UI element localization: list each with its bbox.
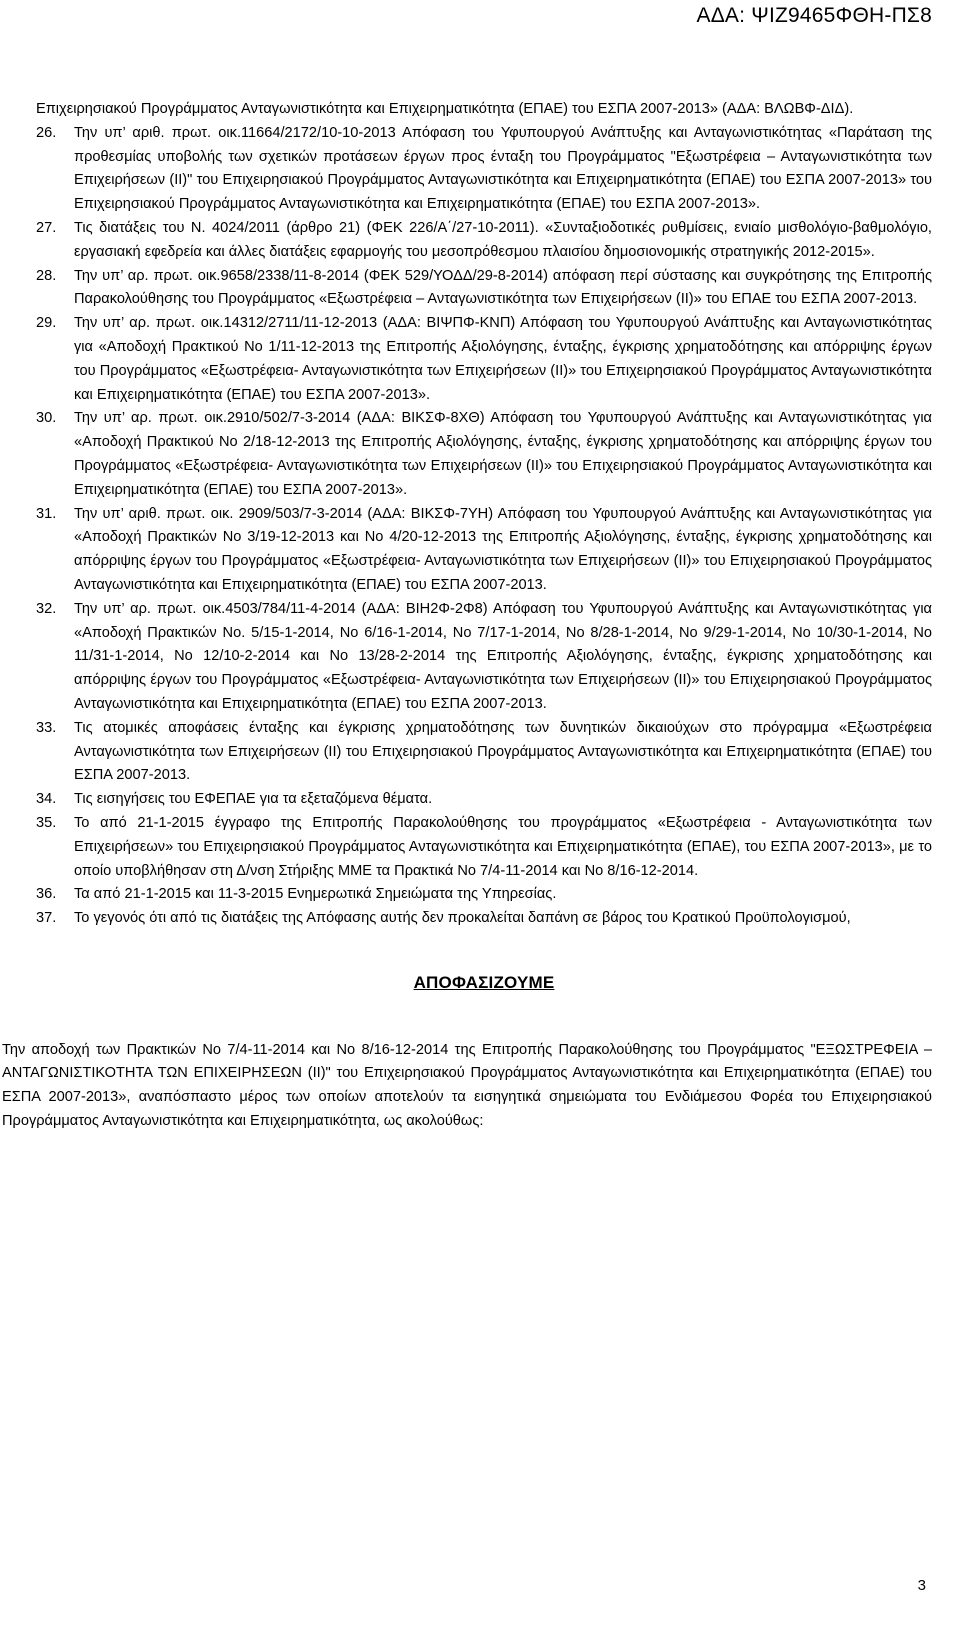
item-number: 27.: [36, 219, 57, 236]
item-number: 37.: [36, 910, 57, 927]
list-item: [36, 812, 932, 883]
list-item: [36, 883, 932, 907]
item-number: 35.: [36, 814, 57, 831]
list-item: [36, 312, 932, 407]
list-item: [36, 598, 932, 717]
list-item: [36, 788, 932, 812]
item-text: Το γεγονός ότι από τις διατάξεις της Απόφασης αυτής δεν προκαλείται δαπάνη σε βάρος του Κρατικού Προϋπολογισμού,: [74, 910, 851, 927]
decision-heading: ΑΠΟΦΑΣΙΖΟΥΜΕ: [413, 972, 555, 992]
item-number: 33.: [36, 719, 57, 736]
list-item: [36, 265, 932, 313]
list-item: [36, 907, 932, 931]
item-number: 32.: [36, 600, 57, 617]
item-text: Τις εισηγήσεις του ΕΦΕΠΑΕ για τα εξεταζόμενα θέματα.: [74, 791, 433, 808]
item-number: 36.: [36, 886, 57, 903]
item-number: 26.: [36, 124, 57, 141]
item-text: Την υπ’ αρ. πρωτ. οικ.2910/502/7-3-2014 (ΑΔΑ: ΒΙΚΣΦ-8ΧΘ) Απόφαση του Υφυπουργού Ανάπτυξης και Ανταγωνιστικότητας για «Αποδοχή Πρακτικού Νο 2/18-12-2013 της Επιτροπής Αξιολόγησης, ένταξης, έγκρισης χρηματοδότησης και απόρριψης έργων του Προγράμματος «Εξωστρέφεια- Ανταγωνιστικότητα των Επιχειρήσεων (ΙΙ)» του Επιχειρησιακού Προγράμματος Ανταγωνιστικότητα και Επιχειρηματικότητα (ΕΠΑΕ) του ΕΣΠΑ 2007-2013».: [74, 410, 932, 498]
page-number: 3: [917, 1577, 926, 1594]
item-number: 29.: [36, 315, 57, 332]
item-number: 28.: [36, 267, 57, 284]
item-text: Την υπ’ αρ. πρωτ. οικ.4503/784/11-4-2014 (ΑΔΑ: ΒΙΗ2Φ-2Φ8) Απόφαση του Υφυπουργού Ανάπτυξης και Ανταγωνιστικότητας για «Αποδοχή Πρακτικών Νο. 5/15-1-2014, Νο 6/16-1-2014, Νο 7/17-1-2014, Νο 8/28-1-2014, Νο 9/29-1-2014, Νο 10/30-1-2014, Νο 11/31-1-2014, Νο 12/10-2-2014 και Νο 13/28-2-2014 της Επιτροπής Αξιολόγησης, ένταξης, έγκρισης χρηματοδότησης και απόρριψης έργων του Προγράμματος «Εξωστρέφεια- Ανταγωνιστικότητα των Επιχειρήσεων (ΙΙ)» του Επιχειρησιακού Προγράμματος Ανταγωνιστικότητα και Επιχειρηματικότητα (ΕΠΑΕ) του ΕΣΠΑ 2007-2013.: [74, 600, 932, 712]
document-body: [2, 98, 932, 1134]
item-text: Το από 21-1-2015 έγγραφο της Επιτροπής Παρακολούθησης του προγράμματος «Εξωστρέφεια - Ανταγωνιστικότητα των Επιχειρήσεων» του Επιχειρησιακού Προγράμματος Ανταγωνιστικότητα και Επιχειρηματικότητα (ΕΠΑΕ), του ΕΣΠΑ 2007-2013», με το οποίο υποβλήθησαν στη Δ/νση Στήριξης ΜΜΕ τα Πρακτικά Νο 7/4-11-2014 και Νο 8/16-12-2014.: [74, 814, 932, 879]
list-item: [36, 407, 932, 502]
list-item: [36, 122, 932, 217]
item-text: Την υπ’ αρ. πρωτ. οικ.9658/2338/11-8-2014 (ΦΕΚ 529/ΥΟΔΔ/29-8-2014) απόφαση περί σύστασης και συγκρότησης της Επιτροπής Παρακολούθησης του Προγράμματος «Εξωστρέφεια – Ανταγωνιστικότητα των Επιχειρήσεων (ΙΙ)» του ΕΠΑΕ του ΕΣΠΑ 2007-2013.: [74, 267, 932, 308]
item-number: 31.: [36, 505, 57, 522]
list-item: [36, 217, 932, 265]
item-text: Τα από 21-1-2015 και 11-3-2015 Ενημερωτικά Σημειώματα της Υπηρεσίας.: [74, 886, 557, 903]
document-reference-code: ΑΔΑ: ΨΙΖ9465ΦΘΗ-ΠΣ8: [696, 4, 932, 27]
item-number: 30.: [36, 410, 57, 427]
list-item: [36, 717, 932, 788]
item-text: Την υπ’ αριθ. πρωτ. οικ. 2909/503/7-3-2014 (ΑΔΑ: ΒΙΚΣΦ-7ΥΗ) Απόφαση του Υφυπουργού Ανάπτυξης και Ανταγωνιστικότητας για «Αποδοχή Πρακτικών Νο 3/19-12-2013 και Νο 4/20-12-2013 της Επιτροπής Αξιολόγησης, ένταξης, έγκρισης χρηματοδότησης και απόρριψης έργων του Προγράμματος «Εξωστρέφεια- Ανταγωνιστικότητα των Επιχειρήσεων (ΙΙ)» του Επιχειρησιακού Προγράμματος Ανταγωνιστικότητα και Επιχειρηματικότητα (ΕΠΑΕ) του ΕΣΠΑ 2007-2013.: [74, 505, 932, 593]
intro-paragraph: Επιχειρησιακού Προγράμματος Ανταγωνιστικότητα και Επιχειρηματικότητα (ΕΠΑΕ) του ΕΣΠΑ 2007-2013» (ΑΔΑ: ΒΛΩΒΦ-ΔΙΔ).: [36, 101, 854, 117]
item-text: Την υπ’ αριθ. πρωτ. οικ.11664/2172/10-10-2013 Απόφαση του Υφυπουργού Ανάπτυξης και Ανταγωνιστικότητας «Παράταση της προθεσμίας υποβολής των σχετικών προτάσεων έργων προς ένταξη του Προγράμματος "Εξωστρέφεια – Ανταγωνιστικότητα των Επιχειρήσεων (ΙΙ)" του Επιχειρησιακού Προγράμματος Ανταγωνιστικότητα και Επιχειρηματικότητα (ΕΠΑΕ) του ΕΣΠΑ 2007-2013» του Επιχειρησιακού Προγράμματος Ανταγωνιστικότητα και Επιχειρηματικότητα (ΕΠΑΕ) του ΕΣΠΑ 2007-2013».: [74, 124, 932, 213]
list-item: [36, 503, 932, 598]
decision-paragraph: Την αποδοχή των Πρακτικών Νο 7/4-11-2014 και Νο 8/16-12-2014 της Επιτροπής Παρακολούθησης του Προγράμματος "ΕΞΩΣΤΡΕΦΕΙΑ – ΑΝΤΑΓΩΝΙΣΤΙΚΟΤΗΤΑ ΤΩΝ ΕΠΙΧΕΙΡΗΣΕΩΝ (ΙΙ)" του Επιχειρησιακού Προγράμματος Ανταγωνιστικότητα και Επιχειρηματικότητα (ΕΠΑΕ) του ΕΣΠΑ 2007-2013», αναπόσπαστο μέρος των οποίων αποτελούν τα εισηγητικά σημειώματα του Ενδιάμεσου Φορέα του Επιχειρησιακού Προγράμματος Ανταγωνιστικότητα και Επιχειρηματικότητα, ως ακολούθως:: [2, 1041, 932, 1130]
item-text: Τις διατάξεις του Ν. 4024/2011 (άρθρο 21) (ΦΕΚ 226/Α΄/27-10-2011). «Συνταξιοδοτικές ρυθμίσεις, ενιαίο μισθολόγιο-βαθμολόγιο, εργασιακή εφεδρεία και άλλες διατάξεις εφαρμογής του μεσοπρόθεσμου πλαισίου δημοσιονομικής στρατηγικής 2012-2015».: [74, 219, 932, 260]
considerations-list: [36, 122, 932, 931]
item-number: 34.: [36, 791, 57, 808]
item-text: Τις ατομικές αποφάσεις ένταξης και έγκρισης χρηματοδότησης των δυνητικών δικαιούχων στο πρόγραμμα «Εξωστρέφεια Ανταγωνιστικότητα των Επιχειρήσεων (ΙΙ) του Επιχειρησιακού Προγράμματος Ανταγωνιστικότητα και Επιχειρηματικότητα (ΕΠΑΕ) του ΕΣΠΑ 2007-2013.: [74, 719, 932, 784]
item-text: Την υπ’ αρ. πρωτ. οικ.14312/2711/11-12-2013 (ΑΔΑ: ΒΙΨΠΦ-ΚΝΠ) Απόφαση του Υφυπουργού Ανάπτυξης και Ανταγωνιστικότητας για «Αποδοχή Πρακτικού Νο 1/11-12-2013 της Επιτροπής Αξιολόγησης, ένταξης, έγκρισης χρηματοδότησης και απόρριψης έργων του Προγράμματος «Εξωστρέφεια- Ανταγωνιστικότητα των Επιχειρήσεων (ΙΙ)» του Επιχειρησιακού Προγράμματος Ανταγωνιστικότητα και Επιχειρηματικότητα (ΕΠΑΕ) του ΕΣΠΑ 2007-2013».: [74, 315, 932, 403]
